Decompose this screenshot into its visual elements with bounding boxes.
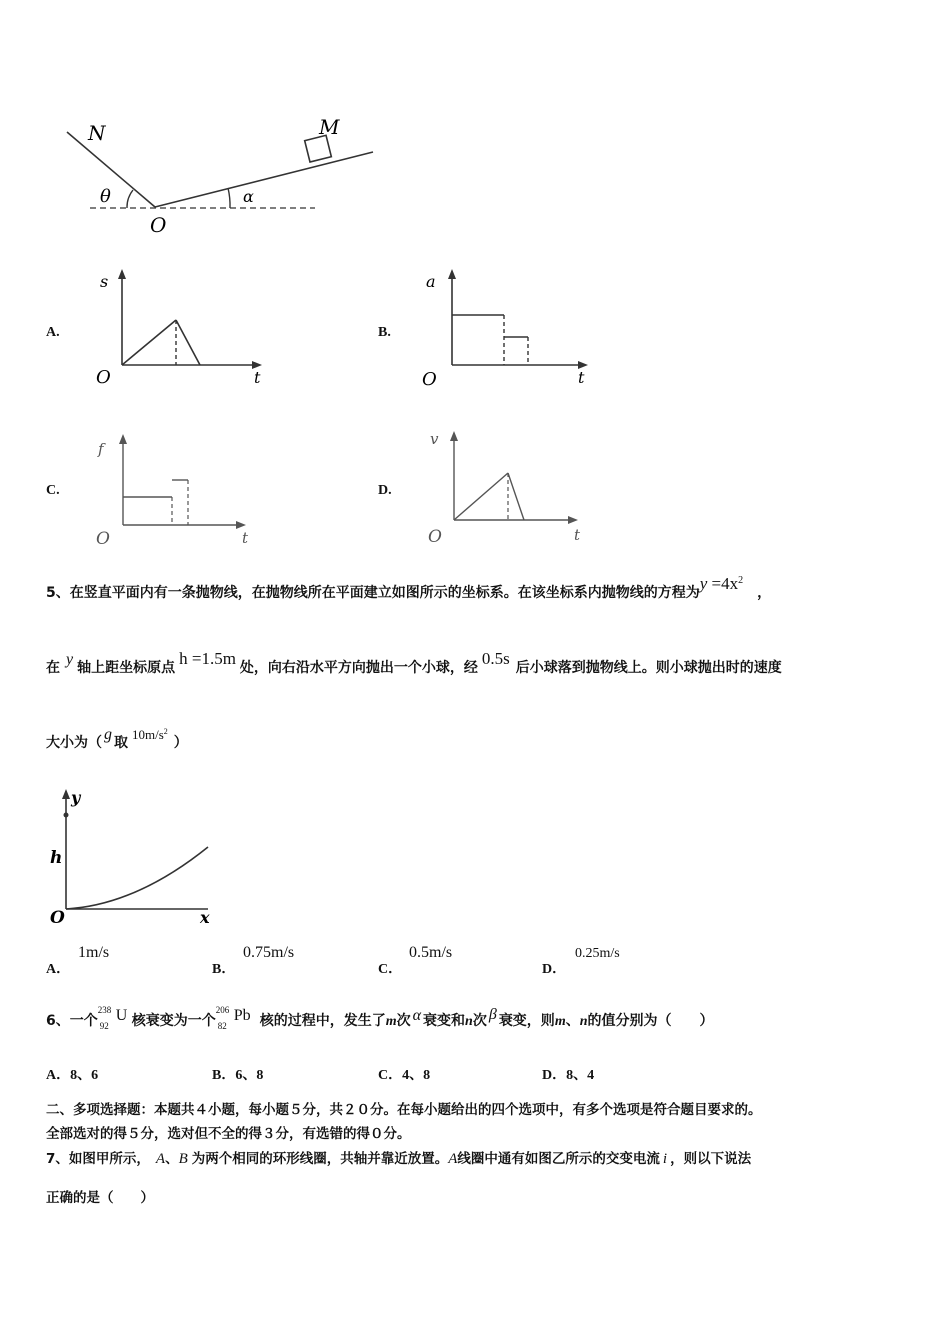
q7-i: i <box>662 1151 668 1167</box>
q5-equation <box>700 574 743 593</box>
q6-option-a[interactable] <box>46 1064 98 1084</box>
graph-b-origin: O <box>422 369 437 390</box>
q5-gval-text: 10m/s <box>132 727 164 742</box>
q7-a: A <box>155 1151 166 1167</box>
q6-number: 6、 <box>46 1013 70 1029</box>
q6-option-d[interactable] <box>542 1064 594 1084</box>
parabola-h: h <box>50 848 63 868</box>
graph-a-origin: O <box>96 367 111 388</box>
q5-line1 <box>46 574 772 602</box>
q5-t2c: 处，向右沿水平方向抛出一个小球，经 <box>239 660 478 676</box>
q6-option-c-label: C． <box>378 1068 403 1083</box>
q6-option-a-value: 8、6 <box>70 1068 99 1083</box>
eq-lhs: y <box>699 574 708 593</box>
q6-option-b-value: 6、8 <box>235 1068 264 1083</box>
q6-lead <box>215 1005 260 1031</box>
q5-t3c: ） <box>173 735 188 751</box>
graph-b-ylabel: a <box>426 272 436 291</box>
graph-d-xlabel: t <box>574 526 581 544</box>
eq-exp: 2 <box>738 575 744 586</box>
graph-d-origin: O <box>428 527 442 547</box>
q5-option-b[interactable]: B． <box>212 962 236 977</box>
q6-line <box>46 1005 714 1031</box>
q7-number: 7、 <box>46 1151 69 1167</box>
label-m: M <box>319 115 340 139</box>
section2-line2: 全部选对的得５分，选对但不全的得３分，有选错的得０分。 <box>46 1126 411 1142</box>
label-alpha: α <box>243 187 254 206</box>
q5-t2b: 轴上距坐标原点 <box>77 660 176 676</box>
q6-t6: 次 <box>472 1013 487 1029</box>
q6-t5: 衰变和 <box>423 1013 466 1029</box>
q5-number: 5、 <box>46 585 70 601</box>
q6-t1: 一个 <box>69 1013 98 1029</box>
q6-t7: 衰变，则 <box>498 1013 555 1029</box>
q6-t3: 核的过程中，发生了 <box>259 1013 386 1029</box>
option-d-label: D. <box>378 483 392 498</box>
q6-m2: m <box>554 1014 566 1029</box>
pb-symbol: Pb <box>233 1007 251 1024</box>
q7-sep: 、 <box>165 1151 179 1167</box>
q5-text1-end: ， <box>757 585 772 601</box>
section2-line1: 二、多项选择题：本题共４小题，每小题５分，共２０分。在每小题给出的四个选项中，有多个选项是符合题目要求的。 <box>46 1102 762 1118</box>
q7-b: B <box>178 1151 188 1167</box>
parabola-xlabel: x <box>200 908 210 927</box>
q5-option-a[interactable]: A． <box>46 962 71 977</box>
q7-line1 <box>46 1147 751 1168</box>
q6-option-c-value: 4、8 <box>402 1068 431 1083</box>
u-mass: 238 <box>97 1005 112 1015</box>
q5-g: g <box>104 726 112 743</box>
q6-t8: 的值分别为（ ） <box>587 1013 714 1029</box>
q7-t1: 如图甲所示， <box>68 1151 150 1167</box>
option-b-label: B. <box>378 325 391 340</box>
eq-rhs: =4x <box>711 574 739 593</box>
q6-option-d-label: D． <box>542 1068 567 1083</box>
graph-a-xlabel: t <box>254 368 261 387</box>
option-a-label: A. <box>46 325 60 340</box>
q6-beta: β <box>488 1006 497 1023</box>
q5-option-b-value: 0.75m/s <box>243 944 295 961</box>
q5-t2a: 在 <box>46 660 60 676</box>
u-atomic: 92 <box>99 1021 109 1031</box>
q7-t3: 线圈中通有如图乙所示的交变电流 <box>457 1151 660 1167</box>
label-theta: θ <box>100 186 111 207</box>
q7-line2: 正确的是（ ） <box>46 1190 154 1206</box>
graph-b <box>418 265 598 390</box>
parabola-figure <box>46 785 226 930</box>
graph-a <box>90 265 270 390</box>
q5-t2d: 后小球落到抛物线上。则小球抛出时的速度 <box>515 660 782 676</box>
q6-sep: 、 <box>565 1013 580 1029</box>
q5-text1: 在竖直平面内有一条抛物线，在抛物线所在平面建立如图所示的坐标系。在该坐标系内抛物线的方程为 <box>69 585 700 601</box>
q6-option-a-label: A． <box>46 1068 71 1083</box>
u-symbol: U <box>115 1007 128 1024</box>
q5-t3a: 大小为（ <box>46 735 102 751</box>
q6-option-b[interactable] <box>212 1064 263 1084</box>
q7-t4: ，则以下说法 <box>670 1151 752 1167</box>
q6-option-d-value: 8、4 <box>566 1068 595 1083</box>
q5-line2 <box>46 649 782 677</box>
graph-d <box>418 430 598 550</box>
q5-option-c-value: 0.5m/s <box>409 944 453 961</box>
graph-c-origin: O <box>96 529 110 549</box>
q5-gval-exp: 2 <box>163 727 168 736</box>
q6-t4: 次 <box>396 1013 411 1029</box>
graph-d-ylabel: v <box>430 430 439 448</box>
q5-line3 <box>46 726 188 752</box>
q5-t3b: 取 <box>114 735 128 751</box>
label-o: O <box>150 213 167 237</box>
parabola-ylabel: y <box>71 788 81 807</box>
pb-mass: 206 <box>215 1005 230 1015</box>
q6-alpha: α <box>412 1007 422 1024</box>
q6-n: n <box>465 1014 473 1029</box>
q5-h: h =1.5m <box>179 649 236 668</box>
label-n: N <box>88 121 106 145</box>
graph-c <box>90 430 270 550</box>
q6-uranium <box>97 1005 132 1031</box>
q6-option-b-label: B． <box>212 1068 236 1083</box>
q6-m: m <box>385 1014 397 1029</box>
q5-option-d[interactable]: D． <box>542 962 567 977</box>
q5-option-a-value: 1m/s <box>78 944 110 961</box>
q6-t2: 核衰变为一个 <box>131 1013 216 1029</box>
q5-t: 0.5s <box>481 649 510 668</box>
parabola-origin: O <box>50 908 65 928</box>
graph-a-ylabel: s <box>100 272 109 291</box>
option-c-label: C. <box>46 483 60 498</box>
graph-b-xlabel: t <box>578 368 585 387</box>
q7-a2: A <box>448 1151 458 1167</box>
q5-option-d-value: 0.25m/s <box>575 946 620 961</box>
graph-c-xlabel: t <box>242 529 249 547</box>
q7-t2: 为两个相同的环形线圈，共轴并靠近放置。 <box>191 1151 449 1167</box>
pb-atomic: 82 <box>217 1021 227 1031</box>
q5-gval <box>132 727 168 742</box>
q6-option-c[interactable] <box>378 1064 430 1084</box>
q5-option-c[interactable]: C． <box>378 962 403 977</box>
incline-figure <box>55 110 385 240</box>
graph-c-ylabel: f <box>98 440 104 458</box>
q6-n2: n <box>579 1014 588 1029</box>
q5-y: y <box>66 651 74 668</box>
